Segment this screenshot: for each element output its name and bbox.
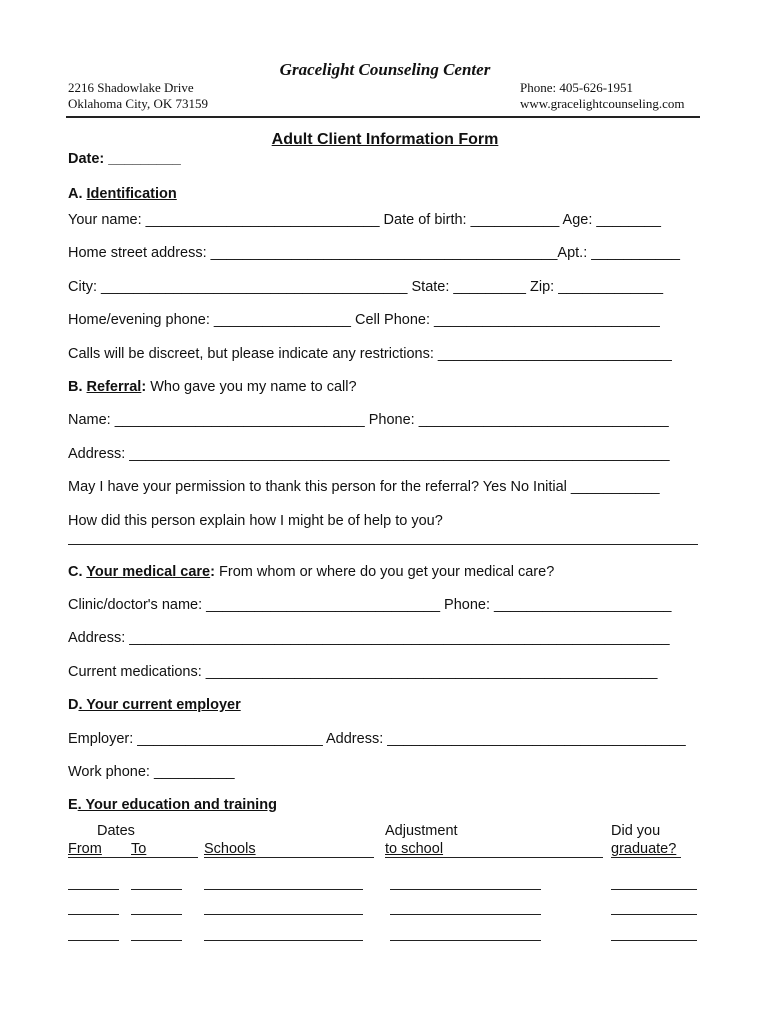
section-b-heading — [68, 379, 357, 395]
section-c-heading — [68, 564, 554, 580]
current-medications-field[interactable]: Current medications: ________________________________________________________ — [68, 664, 658, 680]
clinic-phone-fields[interactable]: Clinic/doctor's name: _____________________________ Phone: ______________________ — [68, 597, 672, 613]
calls-restrictions-field[interactable]: Calls will be discreet, but please indicate any restrictions: _____________________________ — [68, 346, 672, 362]
edu-row-3-adjustment[interactable] — [390, 940, 541, 941]
col-to-header: To — [131, 841, 147, 857]
date-field[interactable]: Date: _________ — [68, 151, 181, 167]
org-name: Gracelight Counseling Center — [279, 60, 491, 79]
section-c-title: Your medical care — [86, 564, 211, 580]
header-underline-adjustment — [385, 857, 603, 858]
name-dob-age-fields[interactable]: Your name: _____________________________ Date of birth: ___________ Age: ________ — [68, 212, 661, 228]
edu-row-1-graduate[interactable] — [611, 889, 697, 890]
work-phone-field[interactable]: Work phone: __________ — [68, 764, 235, 780]
edu-row-1-from[interactable] — [68, 889, 119, 890]
referral-name-phone-fields[interactable]: Name: _______________________________ Phone: _______________________________ — [68, 412, 669, 428]
form-title: Adult Client Information Form — [271, 131, 499, 148]
section-b-question: Who gave you my name to call? — [146, 379, 357, 395]
header-underline-dates — [68, 857, 198, 858]
home-address-field[interactable]: Home street address: ___________________________________________Apt.: ___________ — [68, 245, 680, 261]
col-adjustment-header: Adjustment — [385, 823, 458, 839]
section-a-letter: A. — [68, 186, 87, 202]
section-b-colon: : — [141, 379, 147, 395]
clinic-address-field[interactable]: Address: ___________________________________________________________________ — [68, 630, 670, 646]
col-schools-header: Schools — [204, 841, 256, 857]
header-website: www.gracelightcounseling.com — [520, 96, 685, 111]
section-d-letter: D — [68, 697, 79, 713]
address-line-1: 2216 Shadowlake Drive — [68, 80, 194, 95]
edu-row-1-to[interactable] — [131, 889, 182, 890]
edu-row-2-to[interactable] — [131, 914, 182, 915]
section-e-title: . Your education and training — [77, 797, 277, 813]
edu-row-2-school[interactable] — [204, 914, 363, 915]
section-e-letter: E — [68, 797, 78, 813]
referral-address-field[interactable]: Address: ___________________________________________________________________ — [68, 446, 670, 462]
edu-row-3-school[interactable] — [204, 940, 363, 941]
header-rule — [66, 116, 700, 118]
col-from-header: From — [68, 841, 102, 857]
col-to-school-header: to school — [385, 841, 444, 857]
header-underline-schools — [204, 857, 374, 858]
col-did-you-header: Did you — [611, 823, 661, 839]
edu-row-2-adjustment[interactable] — [390, 914, 541, 915]
col-graduate-header: graduate? — [611, 841, 677, 857]
section-d-title: . Your current employer — [78, 697, 241, 713]
edu-row-3-graduate[interactable] — [611, 940, 697, 941]
edu-row-2-graduate[interactable] — [611, 914, 697, 915]
referral-permission-field[interactable]: May I have your permission to thank this person for the referral? Yes No Initial ___________ — [68, 479, 660, 495]
header-underline-graduate — [611, 857, 681, 858]
section-a-title: Identification — [86, 186, 177, 202]
edu-row-3-to[interactable] — [131, 940, 182, 941]
section-a-heading — [68, 186, 177, 202]
col-dates-header: Dates — [97, 823, 135, 839]
section-b-letter: B. — [68, 379, 87, 395]
section-d-heading — [68, 697, 241, 713]
section-c-colon: : — [210, 564, 215, 580]
phone-fields[interactable]: Home/evening phone: _________________ Cell Phone: ____________________________ — [68, 312, 660, 328]
address-line-2: Oklahoma City, OK 73159 — [68, 96, 208, 111]
referral-explain-answer-line[interactable] — [68, 544, 698, 545]
section-e-heading — [68, 797, 277, 813]
employer-address-fields[interactable]: Employer: _______________________ Address: _____________________________________ — [68, 731, 686, 747]
edu-row-2-from[interactable] — [68, 914, 119, 915]
referral-explain-question: How did this person explain how I might be of help to you? — [68, 513, 443, 529]
edu-row-1-adjustment[interactable] — [390, 889, 541, 890]
city-state-zip-fields[interactable]: City: ______________________________________ State: _________ Zip: _____________ — [68, 279, 664, 295]
section-c-letter: C. — [68, 564, 87, 580]
section-b-title: Referral — [86, 379, 142, 395]
edu-row-1-school[interactable] — [204, 889, 363, 890]
header-phone: Phone: 405-626-1951 — [520, 80, 634, 95]
section-c-question: From whom or where do you get your medical care? — [214, 564, 555, 580]
edu-row-3-from[interactable] — [68, 940, 119, 941]
